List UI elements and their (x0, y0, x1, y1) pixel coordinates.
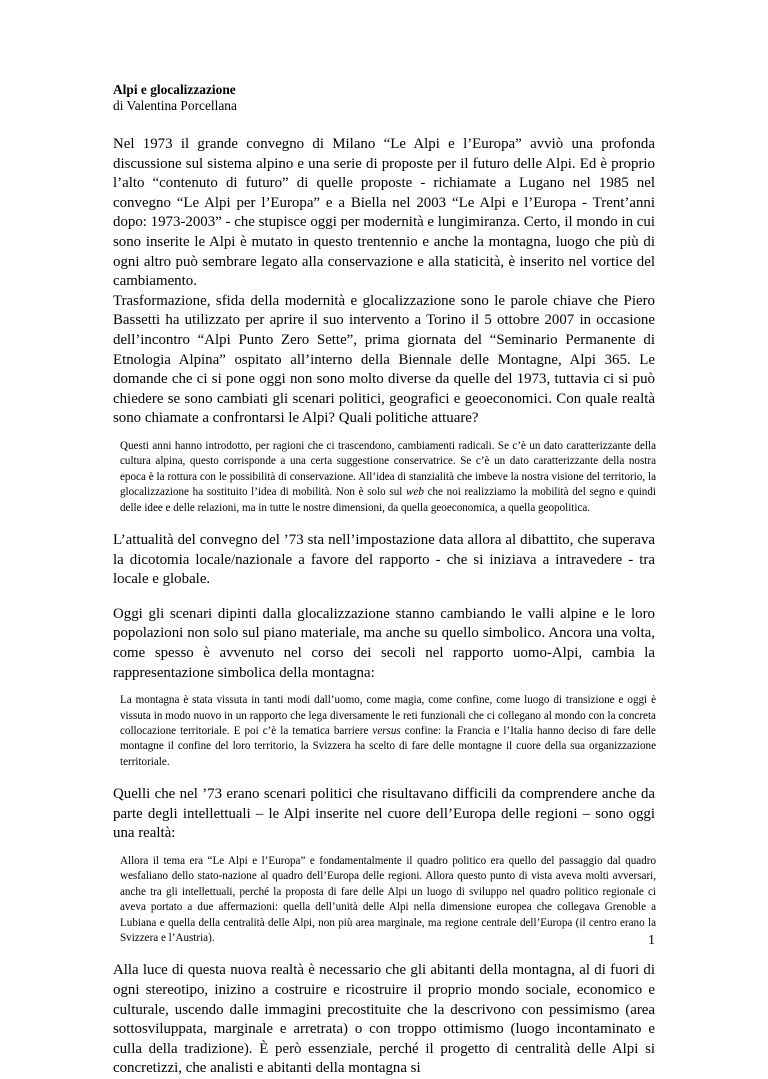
block-quote-2 (120, 693, 656, 770)
page-number: 1 (648, 933, 655, 948)
document-page (113, 82, 655, 1079)
quote-2-text-end: confine: la Francia e l’Italia hanno deciso di fare delle montagne il confine del loro territorio, la Svizzera ha scelto di fare delle montagne il cuore della sua organizzazione territoriale. (120, 724, 656, 768)
body-paragraph-6: Alla luce di questa nuova realtà è necessario che gli abitanti della montagna, al di fuori di ogni stereotipo, inizino a costruire e ricostruire il proprio mondo sociale, economico e culturale, uscendo dalle immagini precostituite che la descrivono con pessimismo (area sottosviluppata, marginale e arretrata) o con troppo ottimismo (luogo incontaminato e culla della tradizione). È però essenziale, perché il progetto di centralità delle Alpi si concretizzi, che analisti e abitanti della montagna si (113, 962, 655, 1077)
document-title: Alpi e glocalizzazione (113, 82, 236, 97)
body-paragraph-5: Quelli che nel ’73 erano scenari politici che risultavano difficili da comprendere anche da parte degli intellettuali – le Alpi inserite nel cuore dell’Europa delle regioni – sono oggi una realtà: (113, 786, 655, 842)
quote-1-text: Questi anni hanno introdotto, per ragioni che ci trascendono, cambiamenti radicali. Se c’è un dato caratterizzante della cultura alpina, questo corrisponde a una certa suggestione conservatrice. Se c’è un dato caratterizzante della nostra epoca è la rottura con le possibilità di conservazione. All’idea di stanzialità che imbeve la nostra visione del territorio, la glocalizzazione ha sostituito l’idea di mobilità. Non è solo sul (120, 439, 656, 499)
document-author: di Valentina Porcellana (113, 98, 237, 113)
quote-2-text: La montagna è stata vissuta in tanti modi dall’uomo, come magia, come confine, come luogo di transizione e oggi è vissuta in modo nuovo in un rapporto che lega diversamente le reti funzionali che ci collegano al mondo con la concreta collocazione territoriale. E poi c’è la tematica barriere (120, 694, 656, 737)
block-quote-1 (120, 439, 656, 516)
block-quote-3: Allora il tema era “Le Alpi e l’Europa” e fondamentalmente il quadro politico era quello del passaggio dal quadro wesfaliano dello stato-nazione al quadro dell’Europa delle regioni. Allora questo punto di vista aveva molti avversari, anche tra gli intellettuali, perché la proposta di fare delle Alpi un luogo di sviluppo nel quadro politico regionale ci aveva portato a due affermazioni: quella dell’unità delle Alpi nella dimensione europea che collegava Grenoble a Lubiana e quella della centralità delle Alpi, non più area marginale, ma regione centrale dell’Europa (il centro erano la Svizzera e l’Austria). (120, 854, 656, 944)
body-paragraph-3: L’attualità del convegno del ’73 sta nell’impostazione data allora al dibattito, che superava la dicotomia locale/nazionale a favore del rapporto - che si iniziava a intravedere - tra locale e globale. (113, 531, 655, 588)
quote-2-emphasis: versus (372, 724, 401, 737)
body-paragraph-2: Trasformazione, sfida della modernità e glocalizzazione sono le parole chiave che Piero Bassetti ha utilizzato per aprire il suo intervento a Torino il 5 ottobre 2007 in occasione dell’incontro “Alpi Punto Zero Sette”, prima giornata del “Seminario Permanente di Etnologia Alpina” ospitato all’interno della Biennale delle Montagne, Alpi 365. Le domande che ci si pone oggi non sono molto diverse da quelle del 1973, tuttavia ci si può chiedere se sono cambiati gli scenari politici, geografici e geoeconomici. Con quale realtà sono chiamate a confrontarsi le Alpi? Quali politiche attuare? (113, 292, 655, 427)
body-paragraph-4: Oggi gli scenari dipinti dalla glocalizzazione stanno cambiando le valli alpine e le loro popolazioni non solo sul piano materiale, ma anche su quello simbolico. Ancora una volta, come spesso è avvenuto nel corso dei secoli nel rapporto uomo-Alpi, cambia la rappresentazione simbolica della montagna: (113, 605, 655, 681)
quote-1-emphasis: web (406, 486, 424, 499)
body-paragraph-1: Nel 1973 il grande convegno di Milano “Le Alpi e l’Europa” avviò una profonda discussione sul sistema alpino e una serie di proposte per il futuro delle Alpi. Ed è proprio l’alto “contenuto di futuro” di quelle proposte - richiamate a Lugano nel 1985 nel convegno “Le Alpi per l’Europa” e a Biella nel 2003 “Le Alpi e l’Europa - Trent’anni dopo: 1973-2003” - che stupisce oggi per modernità e lungimiranza. Certo, il mondo in cui sono inserite le Alpi è mutato in questo trentennio e anche la montagna, luogo che più di ogni altro può sembrare legato alla conservazione e alla staticità, è inserito nel vortice del cambiamento. (113, 136, 655, 290)
quote-1-text-end: che noi realizziamo la mobilità del segno e quindi delle idee e delle relazioni, ma in tutte le nostre dimensioni, da quella geoeconomica, a quella geopolitica. (120, 486, 656, 514)
